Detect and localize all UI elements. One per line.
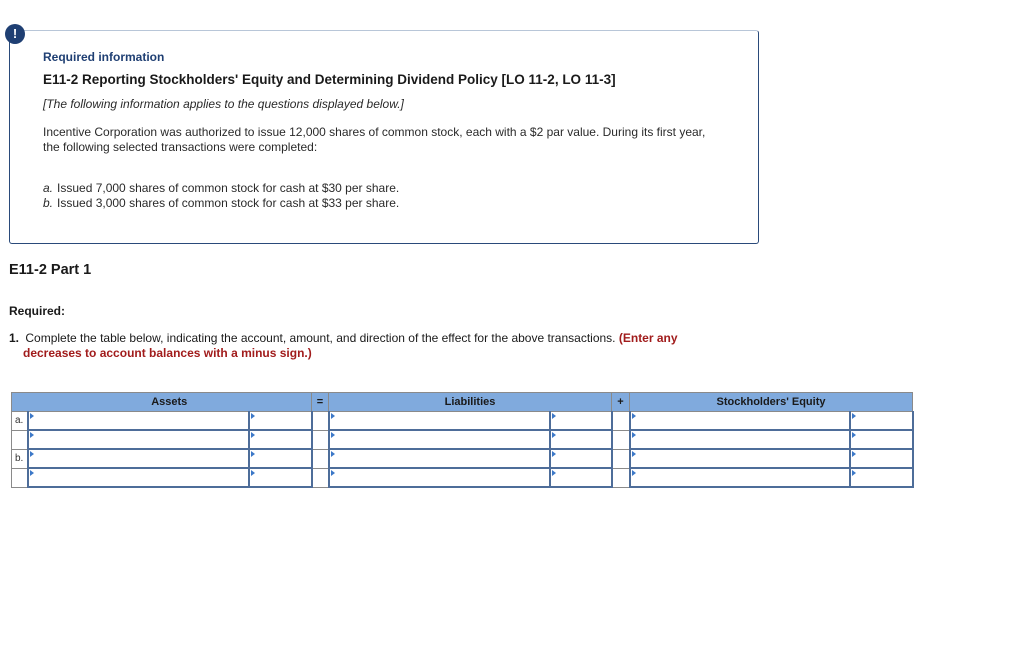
input-marker-icon	[852, 432, 856, 438]
equals-cell	[312, 412, 329, 431]
assets-account-input[interactable]	[28, 412, 249, 431]
table-header-row	[12, 393, 913, 412]
instruction-emphasis: (Enter any	[618, 331, 678, 345]
equity-amount-input[interactable]	[850, 468, 913, 487]
table-row	[12, 468, 913, 487]
transaction-letter: a.	[43, 181, 54, 195]
assets-amount-input[interactable]	[249, 412, 312, 431]
input-marker-icon	[331, 451, 335, 457]
plus-cell	[612, 430, 630, 449]
assets-amount-input[interactable]	[249, 468, 312, 487]
transaction-item-b	[43, 196, 399, 211]
input-marker-icon	[632, 432, 636, 438]
liabilities-header: Liabilities	[329, 393, 612, 412]
input-marker-icon	[251, 413, 255, 419]
equity-header: Stockholders' Equity	[630, 393, 913, 412]
row-label: b.	[12, 449, 28, 468]
input-marker-icon	[30, 432, 34, 438]
input-marker-icon	[852, 413, 856, 419]
liabilities-amount-input[interactable]	[550, 412, 612, 431]
input-marker-icon	[331, 470, 335, 476]
instruction-text: Complete the table below, indicating the account, amount, and direction of the effect for the above transactions.	[25, 331, 616, 345]
input-marker-icon	[251, 451, 255, 457]
plus-header: +	[612, 393, 630, 412]
plus-cell	[612, 468, 630, 487]
accounting-equation-table	[11, 392, 914, 488]
row-label: a.	[12, 412, 28, 431]
input-marker-icon	[251, 432, 255, 438]
equity-amount-input[interactable]	[850, 430, 913, 449]
info-note: [The following information applies to the questions displayed below.]	[43, 97, 404, 111]
equity-amount-input[interactable]	[850, 449, 913, 468]
plus-cell	[612, 412, 630, 431]
required-label: Required:	[9, 304, 66, 318]
input-marker-icon	[331, 413, 335, 419]
plus-cell	[612, 449, 630, 468]
assets-amount-input[interactable]	[249, 430, 312, 449]
equity-account-input[interactable]	[630, 412, 850, 431]
input-marker-icon	[852, 470, 856, 476]
input-marker-icon	[852, 451, 856, 457]
equals-header: =	[312, 393, 329, 412]
equals-cell	[312, 449, 329, 468]
transaction-letter: b.	[43, 196, 54, 210]
table-row	[12, 449, 913, 468]
row-label	[12, 430, 28, 449]
input-marker-icon	[552, 432, 556, 438]
table-row	[12, 430, 913, 449]
table-row	[12, 412, 913, 431]
equity-account-input[interactable]	[630, 449, 850, 468]
transaction-item-a	[43, 181, 399, 196]
instruction-emphasis-cont: decreases to account balances with a minus sign.)	[23, 346, 312, 360]
assets-amount-input[interactable]	[249, 449, 312, 468]
exercise-title: E11-2 Reporting Stockholders' Equity and Determining Dividend Policy [LO 11-2, LO 11-3]	[43, 72, 616, 87]
input-marker-icon	[30, 470, 34, 476]
liabilities-account-input[interactable]	[329, 412, 550, 431]
input-marker-icon	[552, 413, 556, 419]
equals-cell	[312, 430, 329, 449]
equity-account-input[interactable]	[630, 430, 850, 449]
assets-account-input[interactable]	[28, 449, 249, 468]
transaction-text: Issued 3,000 shares of common stock for cash at $33 per share.	[57, 196, 400, 210]
row-label	[12, 468, 28, 487]
instruction-number: 1.	[9, 331, 20, 345]
liabilities-amount-input[interactable]	[550, 430, 612, 449]
input-marker-icon	[632, 470, 636, 476]
input-marker-icon	[251, 470, 255, 476]
input-marker-icon	[30, 413, 34, 419]
assets-header: Assets	[28, 393, 312, 412]
input-marker-icon	[632, 451, 636, 457]
assets-account-input[interactable]	[28, 430, 249, 449]
input-marker-icon	[552, 470, 556, 476]
required-information-heading: Required information	[43, 50, 165, 64]
equity-amount-input[interactable]	[850, 412, 913, 431]
liabilities-account-input[interactable]	[329, 430, 550, 449]
input-marker-icon	[331, 432, 335, 438]
transaction-text: Issued 7,000 shares of common stock for cash at $30 per share.	[57, 181, 400, 195]
equity-account-input[interactable]	[630, 468, 850, 487]
input-marker-icon	[552, 451, 556, 457]
problem-description: Incentive Corporation was authorized to issue 12,000 shares of common stock, each with a $2 par value. During its first year, the following selected transactions were completed:	[43, 125, 706, 154]
assets-account-input[interactable]	[28, 468, 249, 487]
alert-icon: !	[5, 24, 25, 44]
row-label-header	[12, 393, 28, 412]
liabilities-account-input[interactable]	[329, 449, 550, 468]
input-marker-icon	[632, 413, 636, 419]
liabilities-account-input[interactable]	[329, 468, 550, 487]
liabilities-amount-input[interactable]	[550, 449, 612, 468]
liabilities-amount-input[interactable]	[550, 468, 612, 487]
input-marker-icon	[30, 451, 34, 457]
part-title: E11-2 Part 1	[9, 262, 92, 278]
equals-cell	[312, 468, 329, 487]
transaction-list	[43, 181, 399, 211]
instruction	[9, 331, 729, 361]
